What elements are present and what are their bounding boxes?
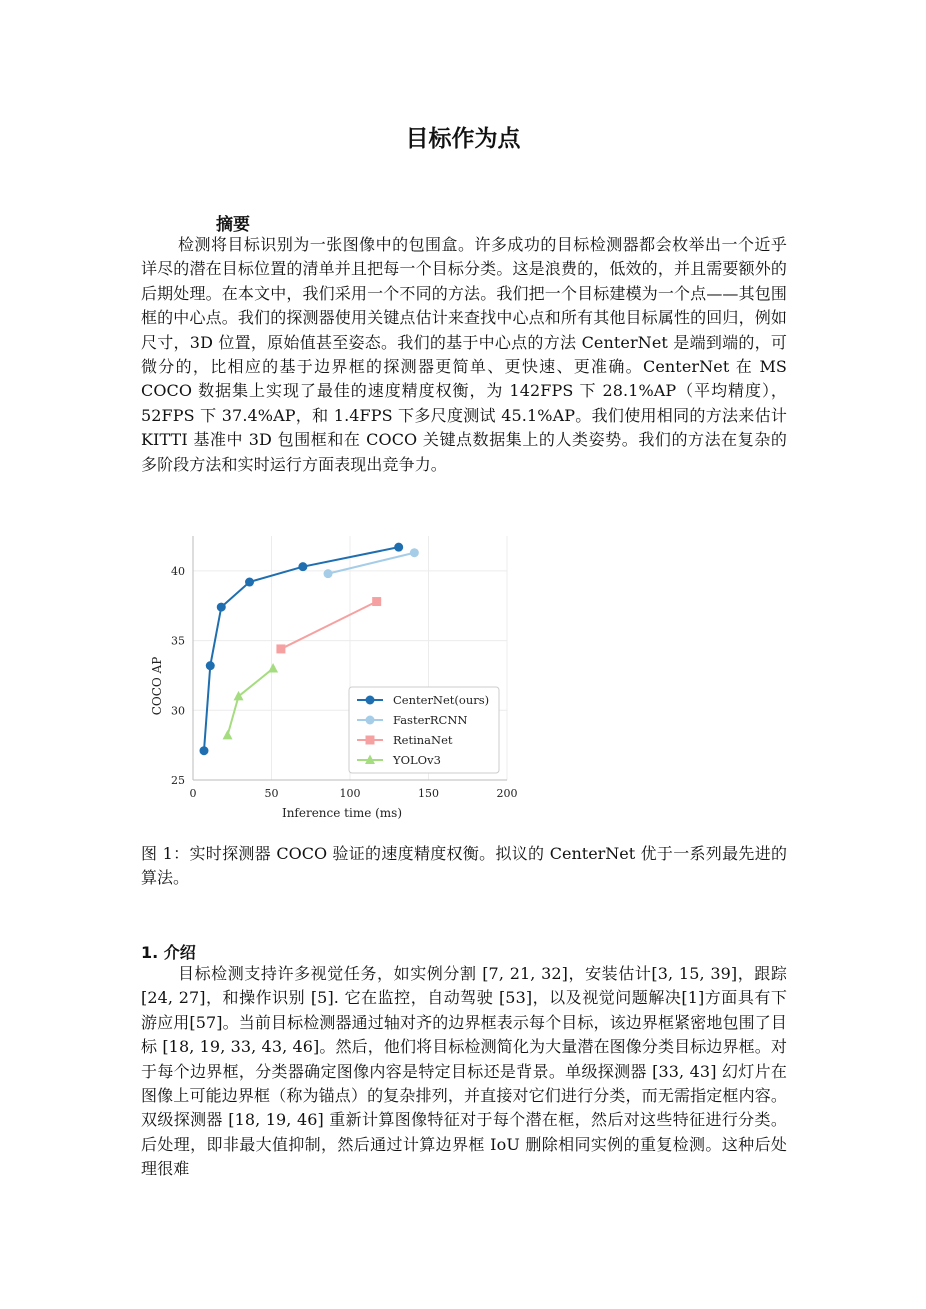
x-tick-label: 150 bbox=[418, 787, 439, 800]
data-point bbox=[298, 562, 307, 571]
legend-label: YOLOv3 bbox=[393, 753, 441, 767]
series-line bbox=[281, 602, 377, 649]
data-point bbox=[276, 644, 285, 653]
data-point bbox=[199, 746, 208, 755]
chart-legend bbox=[349, 687, 499, 773]
legend-label: FasterRCNN bbox=[393, 713, 468, 727]
data-point bbox=[324, 569, 333, 578]
data-point bbox=[245, 578, 254, 587]
y-tick-label: 35 bbox=[171, 634, 185, 648]
speed-accuracy-chart bbox=[140, 528, 520, 828]
abstract-heading: 摘要 bbox=[216, 215, 250, 235]
intro-text: 目标检测支持许多视觉任务，如实例分割 [7, 21, 32]，安装估计[3, 15, 39]，跟踪 [24, 27]，和操作识别 [5]. 它在监控，自动驾驶 [53]，以及视觉问题解决[1]方面具有下游应用[57]。当前目标检测器通过轴对齐的边界框表示每个目标，该边界框紧密地包围了目标 [18, 19, 33, 43, 46]。然后，他们将目标检测简化为大量潜在图像分类目标边界框。对于每个边界框，分类器确定图像内容是特定目标还是背景。单级探测器 [33, 43] 幻灯片在图像上可能边界框（称为锚点）的复杂排列，并直接对它们进行分类，而无需指定框内容。双级探测器 [18, 19, 46] 重新计算图像特征对于每个潜在框，然后对这些特征进行分类。后处理，即非最大值抑制，然后通过计算边界框 IoU 删除相同实例的重复检测。这种后处理很难 bbox=[141, 964, 787, 1179]
y-tick-label: 40 bbox=[171, 564, 185, 578]
series-line bbox=[228, 668, 274, 735]
figure-caption: 图 1：实时探测器 COCO 验证的速度精度权衡。拟议的 CenterNet 优于一系列最先进的算法。 bbox=[141, 844, 787, 888]
legend-label: RetinaNet bbox=[393, 733, 453, 747]
data-point bbox=[366, 696, 375, 705]
data-point bbox=[366, 736, 375, 745]
data-point bbox=[366, 716, 375, 725]
y-tick-label: 30 bbox=[171, 704, 185, 718]
y-axis-label: COCO AP bbox=[150, 656, 164, 716]
data-point bbox=[268, 663, 278, 673]
section-heading-intro: 1. 介绍 bbox=[141, 943, 196, 962]
x-tick-label: 100 bbox=[339, 787, 361, 800]
x-tick-label: 50 bbox=[264, 787, 279, 800]
y-tick-label: 25 bbox=[171, 774, 185, 787]
x-tick-label: 0 bbox=[189, 787, 197, 800]
data-point bbox=[372, 597, 381, 606]
legend-label: CenterNet(ours) bbox=[393, 693, 490, 707]
data-point bbox=[223, 730, 233, 740]
x-tick-label: 200 bbox=[496, 787, 518, 800]
data-point bbox=[394, 543, 403, 552]
abstract-text: 检测将目标识别为一张图像中的包围盒。许多成功的目标检测器都会枚举出一个近乎详尽的潜在目标位置的清单并且把每一个目标分类。这是浪费的，低效的，并且需要额外的后期处理。在本文中，我们采用一个不同的方法。我们把一个目标建模为一个点——其包围框的中心点。我们的探测器使用关键点估计来查找中心点和所有其他目标属性的回归，例如尺寸，3D 位置，原始值甚至姿态。我们的基于中心点的方法 CenterNet 是端到端的，可微分的，比相应的基于边界框的探测器更简单、更快速、更准确。CenterNet 在 MS COCO 数据集上实现了最佳的速度精度权衡，为 142FPS 下 28.1%AP（平均精度），52FPS 下 37.4%AP，和 1.4FPS 下多尺度测试 45.1%AP。我们使用相同的方法来估计 KITTI 基准中 3D 包围框和在 COCO 关键点数据集上的人类姿势。我们的方法在复杂的多阶段方法和实时运行方面表现出竞争力。 bbox=[141, 235, 787, 474]
data-point bbox=[410, 548, 419, 557]
x-axis-label: Inference time (ms) bbox=[281, 806, 403, 820]
data-point bbox=[206, 661, 215, 670]
paper-title: 目标作为点 bbox=[405, 126, 521, 152]
data-point bbox=[217, 603, 226, 612]
